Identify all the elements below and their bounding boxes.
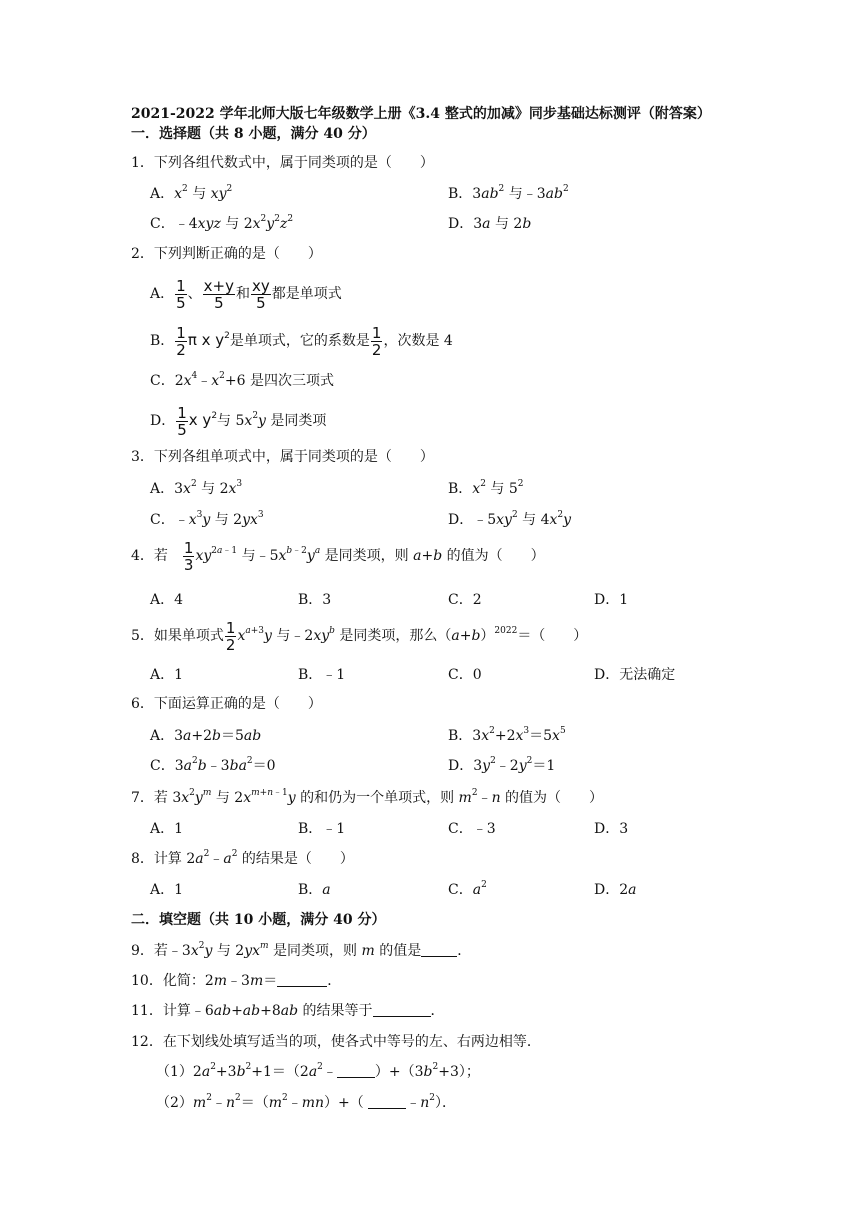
q7-option-b: B．﹣1 bbox=[298, 821, 346, 837]
q6-option-d: D．$3y^2﹣2y^2=1$ bbox=[448, 756, 556, 774]
q4-stem: 4．若 $\frac{1}{3}$ $xy^{2a﹣1}$ 与$﹣5x^{b﹣2}y^a$ 是同类项，则 a+b 的值为（ ） bbox=[131, 538, 545, 574]
q5-option-b: B．﹣1 bbox=[298, 667, 346, 683]
q6-option-c: C．$3a^2b﹣3ba^2=0$ bbox=[150, 756, 276, 774]
q11-stem: 11．计算﹣6ab+ab+8ab 的结果等于 ． bbox=[131, 1003, 445, 1019]
q12-part2: $(2)m^2﹣n^2=(m^2﹣mn)+$（ $﹣n^2$）． bbox=[156, 1093, 456, 1111]
q2-option-c: C．$2x^4﹣x^2+6$ 是四次三项式 bbox=[150, 371, 334, 389]
q12-part1-blank[interactable] bbox=[337, 1065, 375, 1078]
q7-option-a: A．1 bbox=[150, 821, 184, 837]
q5-option-d: D．无法确定 bbox=[594, 667, 676, 683]
q11-answer-blank[interactable] bbox=[373, 1004, 431, 1017]
q8-option-a: A．1 bbox=[150, 882, 184, 898]
q3-stem: 3．下列各组单项式中，属于同类项的是（ ） bbox=[131, 449, 434, 465]
q12-part2-blank[interactable] bbox=[368, 1096, 406, 1109]
q9-stem: 9．若$﹣3x^2y$ 与 $2yx^m$ 是同类项，则 m 的值是 ． bbox=[131, 941, 472, 959]
q5-option-c: C．0 bbox=[448, 667, 482, 683]
q6-stem: 6．下面运算正确的是（ ） bbox=[131, 696, 322, 712]
q3-option-d: D．$﹣5xy^2$ 与 $4x^2y$ bbox=[448, 510, 572, 528]
q5-stem: 5．如果单项式 $\frac{1}{2}$ $x^{a+3}y$ 与$﹣2xy^b$ 是同类项，那么$(a+b)^{2022}=$（ ） bbox=[131, 618, 588, 654]
q1-option-b: B．$3ab^2$ 与$﹣3ab^2$ bbox=[448, 184, 569, 202]
q2-option-d: D． $\frac{1}{5}$ x $y^2$与 $5x^2y$ 是同类项 bbox=[150, 403, 327, 439]
q2-stem: 2．下列判断正确的是（ ） bbox=[131, 246, 322, 262]
q8-option-b: B．a bbox=[298, 882, 331, 898]
q4-option-b: B．3 bbox=[298, 592, 332, 608]
q6-option-b: B．$3x^2+2x^3=5x^5$ bbox=[448, 726, 566, 744]
q7-option-c: C．﹣3 bbox=[448, 821, 496, 837]
q9-answer-blank[interactable] bbox=[421, 944, 457, 957]
q3-option-b: B．$x^2$ 与 $5^2$ bbox=[448, 479, 524, 497]
q7-option-d: D．3 bbox=[594, 821, 629, 837]
q3-option-a: A．$3x^2$ 与 $2x^3$ bbox=[150, 479, 243, 497]
q4-option-c: C．2 bbox=[448, 592, 482, 608]
q8-stem: 8．计算 $2a^2﹣a^2$ 的结果是（ ） bbox=[131, 849, 354, 867]
q4-option-a: A．4 bbox=[150, 592, 184, 608]
section-heading-fill: 二．填空题（共 10 小题，满分 40 分） bbox=[131, 912, 386, 928]
q7-stem: 7．若 $3x^2y^m$ 与 $2x^{m+n﹣1}y$ 的和仍为一个单项式，则 $m^2﹣n$ 的值为（ ） bbox=[131, 788, 604, 806]
q2-option-a: A． $\frac{1}{5}$ 、 $\frac{x+y}{5}$ 和 $\frac{xy}{5}$ 都是单项式 bbox=[150, 276, 342, 312]
q2-option-b: B． $\frac{1}{2}$ π x $y^2$是单项式，它的系数是 $\frac{1}{2}$ ，次数是 4 bbox=[150, 323, 453, 359]
q10-answer-blank[interactable] bbox=[277, 974, 327, 987]
q5-option-a: A．1 bbox=[150, 667, 184, 683]
q1-option-a: A．$x^2$ 与 $xy^2$ bbox=[150, 184, 233, 202]
q12-part1: $(1)2a^2+3b^2+1=(2a^2﹣$ ）$+(3b^2+3)$； bbox=[156, 1062, 480, 1080]
q1-stem: 1．下列各组代数式中，属于同类项的是（ ） bbox=[131, 155, 434, 171]
q8-option-d: D．2a bbox=[594, 882, 637, 898]
q1-option-d: D．3a 与 2b bbox=[448, 216, 532, 232]
q6-option-a: A．3a+2b＝5ab bbox=[150, 728, 262, 744]
q8-option-c: C．$a^2$ bbox=[448, 880, 487, 898]
q12-stem: 12．在下划线处填写适当的项，使各式中等号的左、右两边相等． bbox=[131, 1034, 541, 1050]
document-title: 2021-2022 学年北师大版七年级数学上册《3.4 整式的加减》同步基础达标测评（附答案） bbox=[131, 106, 711, 122]
q4-option-d: D．1 bbox=[594, 592, 629, 608]
section-heading-choice: 一．选择题（共 8 小题，满分 40 分） bbox=[131, 126, 376, 142]
q10-stem: 10．化简：2m﹣3m＝ ． bbox=[131, 973, 342, 989]
q3-option-c: C．$﹣x^3y$ 与 $2yx^3$ bbox=[150, 510, 264, 528]
q1-option-c: C．﹣4xyz 与 $2x^2y^2z^2$ bbox=[150, 214, 294, 232]
